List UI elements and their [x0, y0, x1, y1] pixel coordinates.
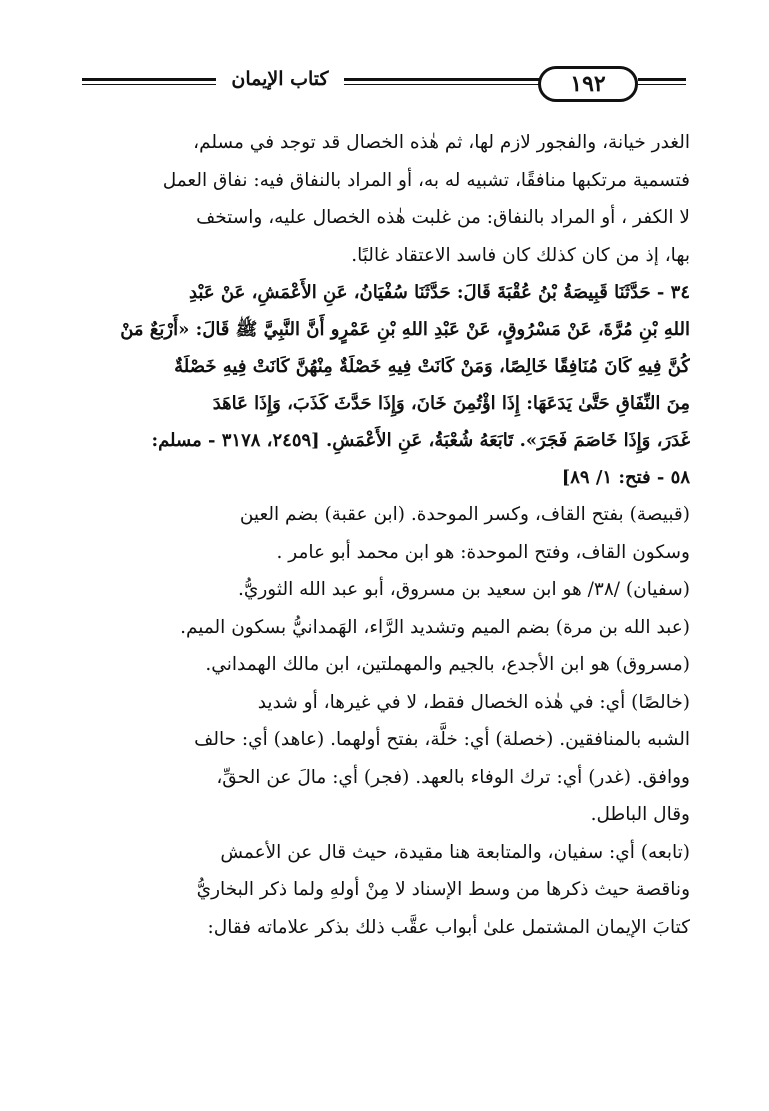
text-line: وقال الباطل. [590, 804, 690, 825]
header-rule [638, 78, 686, 81]
text-line: كتابَ الإيمان المشتمل علىٰ أبواب عقَّب ذلك بذكر علاماته فقال: [207, 916, 690, 938]
commentary-intro [78, 124, 690, 274]
text-line: (تابعه) أي: سفيان، والمتابعة هنا مقيدة، حيث قال عن الأعمش [220, 841, 690, 863]
book-title: كتاب الإيمان [231, 68, 329, 90]
page-number: ١٩٢ [538, 66, 638, 102]
header-rule [82, 84, 216, 85]
text-line: لا الكفر ، أو المراد بالنفاق: من غلبت هٰذه الخصال عليه، واستخف [196, 207, 690, 228]
text-line: (سفيان) /٣٨/ هو ابن سعيد بن مسروق، أبو عبد الله الثوريُّ. [238, 579, 690, 600]
note-tabaahu [78, 834, 690, 947]
page-body [78, 124, 690, 946]
page-header [82, 66, 686, 110]
note-qabisa [78, 496, 690, 571]
text-line: (قبيصة) بفتح القاف، وكسر الموحدة. (ابن عقبة) بضم العين [239, 504, 690, 525]
text-line: الغدر خيانة، والفجور لازم لها، ثم هٰذه الخصال قد توجد في مسلم، [193, 132, 690, 153]
header-rule [344, 84, 540, 85]
hadith-line: ٥٨ - فتح: ١/ ٨٩] [561, 467, 690, 488]
text-line: الشبه بالمنافقين. (خصلة) أي: خلَّة، بفتح أولهما. (عاهد) أي: حالف [194, 729, 690, 750]
text-line: بها، إذ من كان كذلك كان فاسد الاعتقاد غالبًا. [351, 244, 690, 266]
text-line: (مسروق) هو ابن الأجدع، بالجيم والمهملتين، ابن مالك الهمداني. [205, 654, 690, 675]
header-rule [82, 78, 216, 81]
text-line: (خالصًا) أي: في هٰذه الخصال فقط، لا في غيرها، أو شديد [257, 691, 690, 713]
text-line: (عبد الله بن مرة) بضم الميم وتشديد الرَّاء، الهَمدانيُّ بسكون الميم. [180, 616, 690, 638]
hadith-line: مِنَ النِّفَاقِ حَتَّىٰ يَدَعَهَا: إِذَا اؤْتُمِنَ خَانَ، وَإِذَا حَدَّثَ كَذَبَ، وَإِذَا عَاهَدَ [212, 393, 690, 414]
note-abdullah [78, 609, 690, 647]
text-line: وسكون القاف، وفتح الموحدة: هو ابن محمد أبو عامر . [276, 541, 690, 563]
header-rule [638, 84, 686, 85]
note-sufyan [78, 571, 690, 609]
text-line: وناقصة حيث ذكرها من وسط الإسناد لا مِنْ أولهِ ولما ذكر البخاريُّ [196, 879, 690, 900]
text-line: فتسمية مرتكبها منافقًا، تشبيه له به، أو المراد بالنفاق فيه: نفاق العمل [162, 169, 690, 191]
text-line: ووافق. (غدر) أي: ترك الوفاء بالعهد. (فجر) أي: مالَ عن الحقِّ، [216, 766, 690, 788]
hadith-text [78, 274, 690, 496]
note-masruq [78, 646, 690, 684]
hadith-line: غَدَرَ، وَإِذَا خَاصَمَ فَجَرَ». تَابَعَهُ شُعْبَةُ، عَنِ الأَعْمَشِ. [٢٤٥٩، ٣١٧٨ - مسلم: [151, 430, 690, 451]
hadith-line: اللهِ بْنِ مُرَّةَ، عَنْ مَسْرُوقٍ، عَنْ عَبْدِ اللهِ بْنِ عَمْرٍو أَنَّ النَّبِيَّ ﷺ قَالَ: «أَرْبَعٌ مَنْ [120, 319, 690, 340]
hadith-line: ٣٤ - حَدَّثَنَا قَبِيصَةُ بْنُ عُقْبَةَ قَالَ: حَدَّثَنَا سُفْيَانُ، عَنِ الأَعْمَشِ، عَنْ عَبْدِ [188, 282, 690, 303]
header-rule [344, 78, 540, 81]
hadith-line: كُنَّ فِيهِ كَانَ مُنَافِقًا خَالِصًا، وَمَنْ كَانَتْ فِيهِ خَصْلَةٌ مِنْهُنَّ كَانَتْ فِيهِ خَصْلَةٌ [174, 356, 690, 377]
note-khalisan [78, 684, 690, 834]
